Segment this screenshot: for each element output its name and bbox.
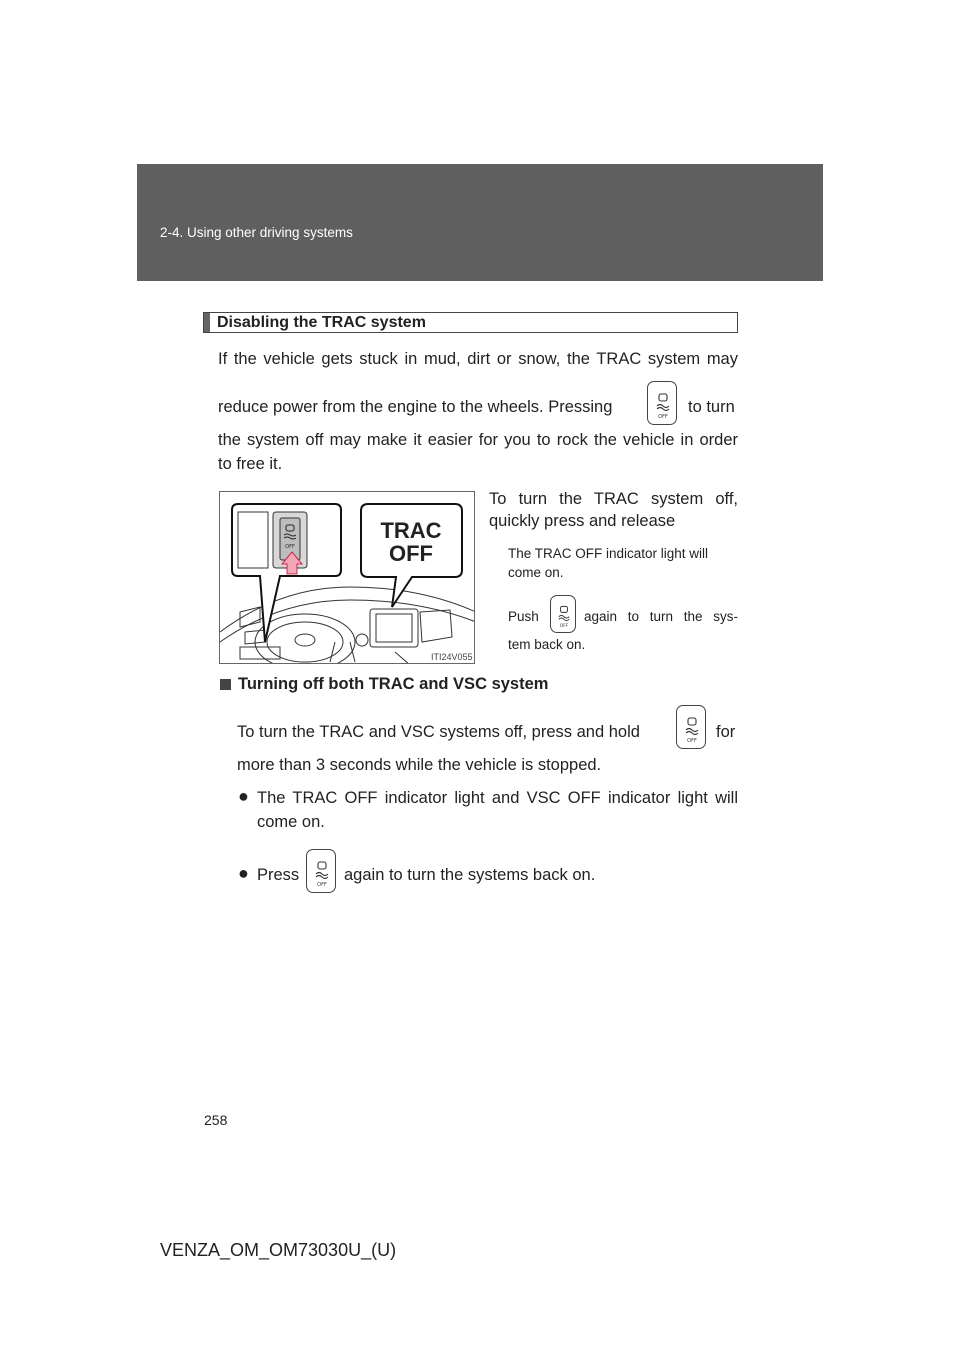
note2-b: again to turn the sys- — [584, 609, 738, 624]
intro-line-4: to free it. — [218, 455, 283, 473]
header-band — [137, 164, 823, 281]
trac-off-button-icon-hold — [676, 705, 706, 749]
bullet-dot-icon: ● — [238, 863, 249, 883]
trac-off-button-icon-small — [550, 595, 576, 633]
trac-off-button-icon — [647, 381, 677, 425]
note2-a: Push — [508, 609, 539, 624]
square-bullet-icon — [220, 679, 231, 690]
note1-line-1: The TRAC OFF indicator light will — [508, 546, 709, 561]
bullet2-b: again to turn the systems back on. — [344, 866, 596, 884]
trac-off-button-icon-press — [306, 849, 336, 893]
figure-code: ITI24V055 — [431, 652, 473, 662]
section-title: Disabling the TRAC system — [217, 314, 426, 331]
svg-text:OFF: OFF — [317, 882, 327, 888]
svg-text:OFF: OFF — [559, 624, 569, 630]
subsection-title: Turning off both TRAC and VSC system — [220, 675, 548, 694]
bullet-dot-icon: ● — [238, 786, 249, 806]
svg-text:OFF: OFF — [687, 738, 697, 744]
page-number: 258 — [204, 1112, 228, 1128]
subsection-line-1a: To turn the TRAC and VSC systems off, press and hold — [237, 723, 640, 741]
bullet1-line-2: come on. — [257, 813, 325, 831]
subsection-line-2: more than 3 seconds while the vehicle is stopped. — [237, 756, 602, 774]
svg-text:OFF: OFF — [658, 414, 668, 420]
section-title-bar — [203, 312, 738, 333]
section-breadcrumb: 2-4. Using other driving systems — [160, 225, 353, 240]
side-line-2: quickly press and release — [489, 512, 676, 530]
subsection-line-1b: for — [716, 723, 736, 741]
note1-line-2: come on. — [508, 565, 564, 580]
intro-line-2b: to turn — [688, 398, 735, 416]
footer-code: VENZA_OM_OM73030U_(U) — [160, 1240, 397, 1260]
svg-text:OFF: OFF — [285, 544, 295, 550]
side-line-1: To turn the TRAC system off, — [489, 490, 738, 508]
bullet2-a: Press — [257, 866, 300, 884]
off-label: OFF — [389, 541, 433, 566]
note2-line-2: tem back on. — [508, 637, 586, 652]
trac-label: TRAC — [380, 518, 442, 543]
dashboard-illustration — [219, 491, 475, 664]
intro-line-1: If the vehicle gets stuck in mud, dirt or snow, the TRAC system may — [218, 350, 738, 368]
dashboard-drawing — [220, 492, 475, 664]
intro-line-3: the system off may make it easier for you to rock the vehicle in order — [218, 431, 738, 449]
intro-line-2a: reduce power from the engine to the wheels. Pressing — [218, 398, 613, 416]
bullet1-line-1: The TRAC OFF indicator light and VSC OFF indicator light will — [257, 789, 738, 807]
section-bar-accent — [204, 313, 210, 332]
